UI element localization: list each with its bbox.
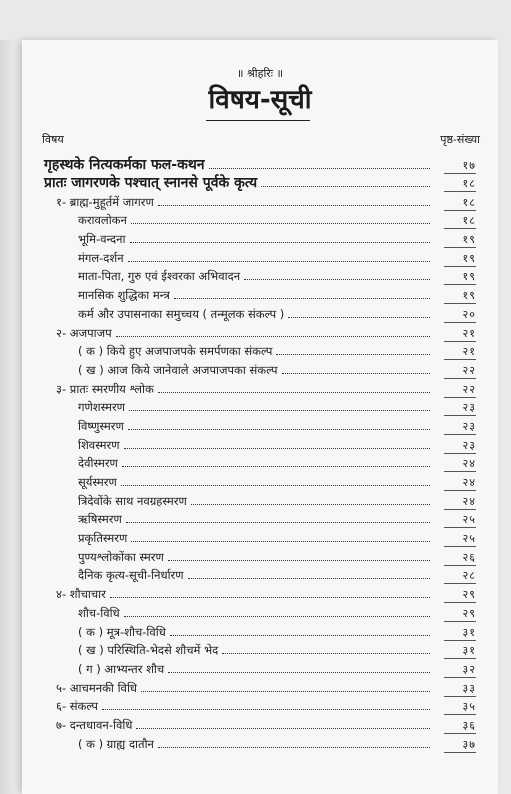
toc-entry-page: १८ (462, 177, 476, 190)
toc-entry-title: करावलोकन (78, 213, 127, 228)
toc-entry (22, 379, 498, 398)
toc-entry-page: १९ (462, 233, 476, 247)
toc-entry-page: ३६ (462, 718, 476, 732)
toc-entry-page: १९ (462, 270, 476, 284)
toc-entry (22, 454, 498, 473)
toc-entry-page: २९ (462, 588, 476, 602)
toc-entry-title: शौच-विधि (78, 605, 120, 620)
toc-entry-title: ( क ) मूत्र-शौच-विधि (78, 624, 166, 639)
toc-entry-page: ३७ (462, 737, 476, 751)
toc-entry-page: १९ (462, 251, 476, 265)
page-left-edge (0, 40, 22, 794)
toc-entry-title: मंगल-दर्शन (78, 250, 124, 265)
toc-entry-title: २- अजपाजप (56, 325, 112, 340)
toc-entry-page: ३५ (462, 700, 476, 714)
toc-entry-title: ५- आचमनकी विधि (56, 680, 137, 695)
toc-entry-title: ३- प्रातः स्मरणीय श्लोक (56, 381, 154, 396)
toc-entry-page: १८ (462, 214, 476, 228)
toc-entry-title: शिवस्मरण (78, 437, 120, 452)
book-page (22, 40, 498, 794)
toc-entry-page: २२ (462, 382, 476, 396)
toc-entry-title: ( ख ) परिस्थिति-भेदसे शौचमें भेद (78, 643, 219, 658)
toc-entry-title: ६- संकल्प (56, 699, 98, 714)
toc-entry-page: २३ (462, 438, 476, 452)
toc-entry-title: माता-पिता, गुरु एवं ईश्वरका अभिवादन (78, 269, 241, 284)
dot-leader (168, 560, 430, 561)
toc-entry-page: १७ (462, 159, 476, 172)
toc-entry-title: पुण्यश्लोकोंका स्मरण (78, 549, 164, 564)
toc-entry-page: २० (462, 307, 476, 321)
toc-entry (22, 510, 498, 529)
toc-entry (22, 267, 498, 286)
dot-leader (129, 410, 430, 411)
toc-entry-title: सूर्यस्मरण (78, 475, 117, 489)
toc-entry (22, 584, 498, 603)
dot-leader (136, 728, 430, 729)
toc-entry (22, 659, 498, 678)
toc-entry (22, 472, 498, 491)
toc-entry (22, 715, 498, 734)
dot-leader (222, 653, 430, 654)
toc-entry-page: २४ (462, 457, 476, 471)
toc-entry-title: ऋषिस्मरण (78, 512, 122, 527)
toc-entry-page: ३१ (462, 644, 476, 658)
toc-entry-page: ३२ (462, 662, 476, 676)
toc-entry (22, 566, 498, 585)
dot-leader (131, 541, 430, 542)
toc-entry (22, 152, 498, 174)
dot-leader (124, 448, 430, 449)
dot-leader (170, 635, 430, 636)
toc-entry (22, 528, 498, 547)
toc-entry-title: गृहस्थके नित्यकर्मका फल-कथन (44, 157, 205, 173)
toc-entry (22, 435, 498, 454)
toc-entry-page: २४ (462, 476, 476, 489)
toc-entry-page: २६ (462, 550, 476, 564)
toc-entry-page: २४ (462, 494, 476, 508)
toc-entry-page: १८ (462, 195, 476, 209)
toc-entry-title: विष्णुस्मरण (78, 418, 124, 433)
toc-entry-title: भूमि-वन्दना (78, 232, 126, 247)
toc-entry-page: ३१ (462, 625, 476, 639)
dot-leader (188, 578, 430, 579)
toc-entry (22, 211, 498, 230)
toc-entry (22, 174, 498, 192)
dot-leader (124, 616, 430, 617)
toc-entry (22, 622, 498, 641)
toc-entry (22, 734, 498, 753)
dot-leader (131, 223, 430, 224)
toc-entry (22, 697, 498, 716)
toc-entry-title: देवीस्मरण (78, 456, 118, 471)
toc-entry (22, 229, 498, 248)
dot-leader (158, 392, 430, 393)
toc-entry (22, 360, 498, 379)
toc-entry-title: त्रिदेवोंके साथ नवग्रहस्मरण (78, 493, 187, 508)
toc-entry-title: ( ख ) आज किये जानेवाले अजपाजपका संकल्प (78, 362, 278, 377)
toc-entry (22, 285, 498, 304)
toc-entry-title: प्रातः जागरणके पश्चात् स्नानसे पूर्वके कृत्य (44, 175, 258, 191)
toc-entry-page: २५ (462, 532, 476, 546)
dot-leader (126, 522, 430, 523)
toc-entry-title: १- ब्राह्म-मुहूर्तमें जागरण (56, 194, 154, 209)
toc-entry-page: २१ (462, 345, 476, 359)
toc-entry-title: ( क ) ग्राह्य दातौन (78, 736, 154, 751)
toc-entry-title: कर्म और उपासनाका समुच्चय ( तन्मूलक संकल्प ) (78, 306, 285, 321)
toc-entry-page: २३ (462, 419, 476, 433)
column-header-subject: विषय (42, 133, 64, 146)
toc-entry (22, 603, 498, 622)
toc-entry-page: २९ (462, 606, 476, 620)
dot-leader (288, 317, 430, 318)
dot-leader (168, 672, 430, 673)
dot-leader (261, 186, 430, 187)
toc-entry-page: २३ (462, 401, 476, 415)
toc-entry-title: मानसिक शुद्धिका मन्त्र (78, 288, 170, 303)
toc-entry-page: १९ (462, 289, 476, 303)
invocation-heading: ॥ श्रीहरिः ॥ (236, 67, 284, 80)
table-of-contents (22, 152, 498, 753)
toc-entry-page: २२ (462, 363, 476, 377)
dot-leader (158, 205, 430, 206)
toc-entry (22, 678, 498, 697)
toc-entry (22, 416, 498, 435)
toc-entry (22, 547, 498, 566)
dot-leader (122, 466, 430, 467)
toc-entry-title: गणेशस्मरण (78, 400, 125, 415)
dot-leader (110, 597, 430, 598)
dot-leader (191, 504, 430, 505)
dot-leader (128, 261, 430, 262)
toc-entry-title: दैनिक कृत्य-सूची-निर्धारण (78, 568, 184, 583)
dot-leader (141, 691, 430, 692)
toc-entry (22, 398, 498, 417)
dot-leader (244, 279, 430, 280)
toc-entry (22, 248, 498, 267)
dot-leader (116, 336, 430, 337)
dot-leader (276, 354, 430, 355)
toc-entry-title: ४- शौचाचार (56, 587, 106, 602)
dot-leader (282, 373, 430, 374)
toc-entry-page: २५ (462, 513, 476, 527)
toc-entry-title: ( क ) किये हुए अजपाजपके समर्पणका संकल्प (78, 344, 273, 359)
toc-entry-page: ३३ (462, 681, 476, 695)
dot-leader (130, 242, 430, 243)
title-underline (206, 120, 310, 121)
dot-leader (121, 485, 430, 486)
toc-entry-title: ( ग ) आभ्यन्तर शौच (78, 661, 165, 676)
page-number-rule (444, 752, 476, 753)
toc-entry (22, 304, 498, 323)
toc-entry (22, 641, 498, 660)
toc-entry-title: ७- दन्तधावन-विधि (56, 717, 133, 732)
column-header-page: पृष्ठ-संख्या (440, 133, 480, 146)
toc-entry-title: प्रकृतिस्मरण (78, 531, 128, 546)
dot-leader (209, 168, 430, 169)
toc-entry (22, 491, 498, 510)
toc-entry (22, 342, 498, 361)
dot-leader (158, 747, 430, 748)
toc-entry-page: २८ (462, 569, 476, 583)
dot-leader (174, 298, 430, 299)
dot-leader (128, 429, 430, 430)
toc-entry (22, 192, 498, 211)
page-title: विषय-सूची (208, 85, 312, 115)
toc-entry (22, 323, 498, 342)
dot-leader (102, 709, 430, 710)
toc-entry-page: २१ (462, 326, 476, 340)
